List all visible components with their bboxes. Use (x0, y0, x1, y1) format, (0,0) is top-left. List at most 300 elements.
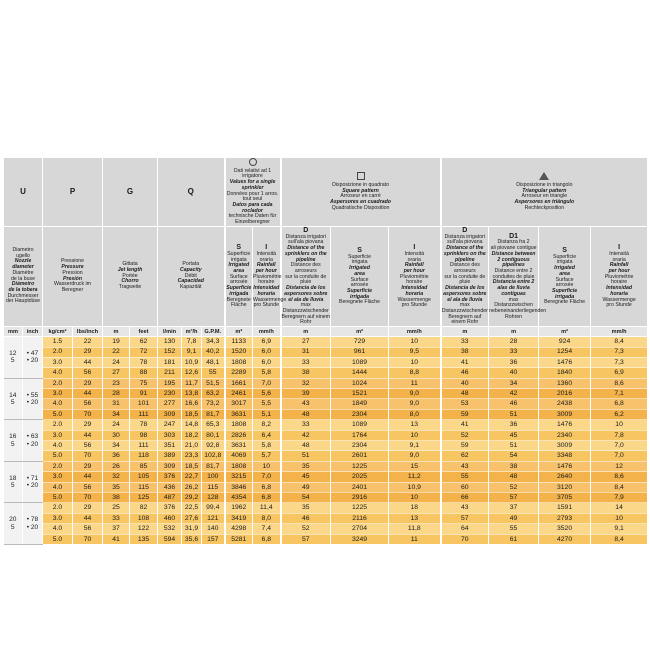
header-text-line: Irrigated (554, 265, 575, 272)
header-text-line: Jet length (117, 266, 143, 273)
table-row (4, 399, 648, 409)
data-cell: 44 (73, 430, 103, 440)
data-cell: 29 (73, 378, 103, 388)
header-text-line: Distance between (491, 250, 536, 257)
data-cell: 64 (441, 524, 489, 534)
data-cell: 7,8 (591, 430, 648, 440)
data-cell: 1849 (331, 399, 389, 409)
data-cell: 70 (73, 409, 103, 419)
data-cell: 6,9 (253, 337, 281, 347)
data-cell: 82 (130, 503, 158, 513)
header-text-line: Diámetro (11, 281, 35, 288)
header-text-line: Irrigated (228, 262, 250, 269)
data-cell: 3631 (225, 441, 253, 451)
header-text-line: Beregnern auf einem Rohr (448, 313, 482, 326)
data-cell: 30 (103, 430, 130, 440)
data-cell: 3.0 (43, 389, 73, 399)
data-cell: 2793 (539, 513, 591, 523)
data-cell: 1254 (539, 347, 591, 357)
header-text-line: arrosée (350, 282, 369, 289)
data-cell: 48 (281, 441, 331, 451)
data-cell: 6,8 (253, 482, 281, 492)
header-text-line: Aspersores en cuadrado (330, 199, 391, 206)
header-text-line: Datos para cada roclador (232, 202, 273, 214)
header-text-line: Dati relativi ad 1 irrigatore (233, 167, 272, 180)
table-row (4, 503, 648, 513)
data-cell: 140 (202, 524, 225, 534)
header-text-line: Superficie (346, 287, 373, 294)
data-cell: 1089 (331, 420, 389, 430)
header-text-line: Pression (62, 269, 83, 276)
data-cell: 51 (489, 441, 539, 451)
data-cell: 18,2 (182, 430, 202, 440)
data-cell: 230 (158, 389, 182, 399)
data-cell: 9,0 (389, 389, 441, 399)
header-text-line: Distancia de los (286, 285, 326, 292)
data-cell: 13,8 (182, 389, 202, 399)
capacity-header (158, 226, 225, 326)
col-nozzle-letter: U (4, 158, 43, 227)
triangle-distance-header: D Distanza irrigatori sull'ala piovana Distance of the sprinklers on the pipeline Distance des arroseurs sur la conduite de pluie Distancia de los aspersores sobre el ala de lluvia max Distanzzwischender Beregnern auf einem Rohr (441, 226, 488, 326)
data-cell: 88 (130, 368, 158, 378)
data-cell: 28 (103, 389, 130, 399)
data-cell: 4270 (539, 534, 591, 544)
unit-cell: G.P.M. (202, 327, 225, 337)
data-cell: 121 (202, 513, 225, 523)
data-cell: 48 (489, 472, 539, 482)
data-cell: 2640 (539, 472, 591, 482)
header-text-line: el ala de lluvia (288, 296, 324, 303)
header-text-line: Wassermenge (253, 296, 287, 303)
data-cell: 247 (158, 420, 182, 430)
data-cell: 3.0 (43, 430, 73, 440)
header-text-line: Intensidad (401, 285, 428, 292)
data-cell: 3846 (225, 482, 253, 492)
header-text-line: Gittata (122, 261, 138, 268)
data-cell: 81,7 (202, 409, 225, 419)
nozzle-mm-cell: 18 5 (4, 461, 23, 503)
data-cell: 277 (158, 399, 182, 409)
header-text-line: Beregner (61, 286, 84, 293)
header-text-line: irrigata (351, 259, 368, 266)
unit-cell: mm/h (591, 327, 648, 337)
table-row (4, 534, 648, 544)
data-cell: 70 (73, 534, 103, 544)
unit-cell: mm (4, 327, 23, 337)
header-text-line: horaire (406, 279, 423, 286)
data-cell: 60 (441, 482, 489, 492)
data-cell: 24 (103, 357, 130, 367)
unit-cell: l/min (158, 327, 182, 337)
header-text-line: horaire (258, 279, 275, 286)
circle-icon (249, 158, 257, 166)
data-cell: 23,3 (182, 451, 202, 461)
header-text-line: Surface (350, 276, 369, 283)
data-cell: 43 (441, 503, 489, 513)
header-text-line: Intensità (256, 250, 277, 257)
data-cell: 34,3 (202, 337, 225, 347)
header-text-line: Durchmesser (7, 292, 39, 299)
square-area-header: S Superficie irrigata Irrigated area Surface arrosée Superficie irrigada Beregnete Fläche (331, 226, 389, 326)
data-cell: 56 (73, 399, 103, 409)
unit-cell: m (103, 327, 130, 337)
data-cell: 7,0 (253, 378, 281, 388)
data-cell: 6,9 (591, 368, 648, 378)
table-row (4, 420, 648, 430)
data-cell: 52 (441, 430, 489, 440)
data-cell: 309 (158, 461, 182, 471)
header-text-line: alas de lluvia (497, 285, 530, 292)
data-cell: 2.0 (43, 503, 73, 513)
header-text-line: Wasserdruck im (54, 281, 91, 288)
data-cell: 14,8 (182, 420, 202, 430)
data-cell: 59 (441, 441, 489, 451)
data-cell: 8,4 (591, 337, 648, 347)
header-text-line: nebeneinanderliegenden Rohren (489, 307, 547, 320)
data-cell: 2.0 (43, 420, 73, 430)
unit-cell: inch (23, 327, 43, 337)
data-cell: 25 (103, 503, 130, 513)
data-cell: 40 (441, 378, 489, 388)
data-cell: 29 (73, 503, 103, 513)
header-text-line: sur la conduite de pluie (444, 273, 486, 286)
header-text-line: Distance of the (446, 245, 484, 252)
square-rainfall-header: I Intensità oraria Rainfall per hour Pluviométrie horaire Intensidad horaria Wassermenge pro Stunde (389, 226, 441, 326)
data-cell: 44 (73, 357, 103, 367)
data-cell: 10 (389, 430, 441, 440)
data-cell: 924 (539, 337, 591, 347)
data-cell: 6,4 (253, 430, 281, 440)
data-cell: 70 (73, 451, 103, 461)
data-cell: 8,0 (389, 409, 441, 419)
data-cell: 44 (73, 513, 103, 523)
data-cell: 11,8 (389, 524, 441, 534)
single-area-header: S Superficie irrigata Irrigated area Surface arrosée Superficie irrigada Beregnete Fläche (225, 226, 253, 326)
triangle-pattern-header (441, 158, 648, 227)
header-text-line: Distanza fra 2 (497, 239, 530, 246)
header-text-line: Distanza irrigatori (285, 233, 326, 240)
data-cell: 41 (103, 534, 130, 544)
unit-cell: m (441, 327, 489, 337)
data-cell: 42 (281, 430, 331, 440)
data-cell: 3705 (539, 492, 591, 502)
data-cell: 45 (489, 430, 539, 440)
data-cell: 3120 (539, 482, 591, 492)
header-text-line: pro Stunde (253, 302, 279, 309)
data-cell: 1521 (331, 389, 389, 399)
data-cell: 5.0 (43, 492, 73, 502)
triangle-area-header: S Superficie irrigata Irrigated area Surface arrosée Superficie irrigada Beregnete Fläche (539, 226, 591, 326)
data-cell: 31 (103, 399, 130, 409)
header-text-line: sull'ala piovana (288, 239, 324, 246)
triangle-pipeline-distance-header: D1 Distanza fra 2 ali piovane contigue Distance between 2 contiguous pipelines Distance entre 2 conduites de pluie Distancia entre 2 alas de lluvia contiguas max Distanzzwischen nebeneinanderliegenden Rohren (489, 226, 539, 326)
data-cell: 2304 (331, 409, 389, 419)
data-cell: 1.5 (43, 337, 73, 347)
data-cell: 100 (202, 472, 225, 482)
data-cell: 7,3 (591, 347, 648, 357)
data-cell: 5,5 (253, 399, 281, 409)
header-text-line: Chorro (121, 278, 139, 285)
data-cell: 10 (389, 492, 441, 502)
data-cell: 57 (281, 534, 331, 544)
header-text-line: Capacidad (177, 278, 204, 285)
table-row (4, 513, 648, 523)
data-cell: 36 (103, 451, 130, 461)
data-cell: 35 (103, 482, 130, 492)
header-text-line: horaria (257, 290, 276, 297)
unit-cell: m² (225, 327, 253, 337)
data-cell: 48 (441, 389, 489, 399)
table-row (4, 482, 648, 492)
data-cell: 12,6 (182, 368, 202, 378)
data-cell: 80,1 (202, 430, 225, 440)
data-cell: 11,7 (182, 378, 202, 388)
data-cell: 10 (591, 420, 648, 430)
header-text-line: Pressione (60, 258, 85, 265)
data-cell: 8,6 (591, 378, 648, 388)
square-distance-header: D Distanza irrigatori sull'ala piovana Distance of the sprinklers on the pipeline Distance des arroseurs sur la conduite de pluie Distancia de los aspersores sobre el ala de lluvia max Distanzzwischender Beregnern auf einem Rohr (281, 226, 330, 326)
data-cell: 376 (158, 503, 182, 513)
header-text-line: Distance entre 2 (494, 267, 533, 274)
data-cell: 61 (489, 534, 539, 544)
header-text-line: Débit (184, 272, 197, 279)
data-cell: 29,2 (182, 492, 202, 502)
data-cell: 115 (130, 482, 158, 492)
data-cell: 2.0 (43, 347, 73, 357)
data-cell: 10 (591, 513, 648, 523)
data-cell: 36 (489, 357, 539, 367)
header-text-line: Superficie (227, 250, 251, 257)
data-cell: 195 (158, 378, 182, 388)
data-cell: 3419 (225, 513, 253, 523)
data-cell: 99,4 (202, 503, 225, 513)
header-text-line: el ala de lluvia (447, 296, 483, 303)
col-pressure-letter: P (43, 158, 103, 227)
header-text-line: Rainfall (609, 262, 629, 269)
unit-cell: feet (130, 327, 158, 337)
data-cell: 3.0 (43, 357, 73, 367)
header-text-line: Distance des arroseurs (290, 262, 321, 274)
data-cell: 10 (253, 461, 281, 471)
header-text-line: irrigata (556, 259, 573, 266)
data-cell: 78 (130, 357, 158, 367)
data-cell: 1225 (331, 503, 389, 513)
header-text-line: Arroseur en triangle (521, 193, 568, 200)
data-cell: 1444 (331, 368, 389, 378)
triangle-icon (539, 172, 549, 180)
header-text-line: 2 contiguous (497, 256, 530, 263)
data-cell: 2025 (331, 472, 389, 482)
unit-cell: m (281, 327, 331, 337)
header-text-line: Fläche (230, 302, 247, 309)
data-cell: 91 (130, 389, 158, 399)
data-cell: 62 (130, 337, 158, 347)
data-cell: 22 (73, 337, 103, 347)
header-text-line: Portée (122, 272, 138, 279)
data-cell: 7,1 (591, 389, 648, 399)
header-text-line: Irrigated (349, 265, 370, 272)
data-cell: 22 (103, 347, 130, 357)
data-cell: 55 (202, 368, 225, 378)
data-cell: 33 (103, 513, 130, 523)
data-cell: 5281 (225, 534, 253, 544)
data-cell: 34 (489, 378, 539, 388)
header-text-line: sur la conduite de pluie (285, 273, 327, 286)
header-text-line: horaire (611, 279, 628, 286)
data-cell: 11,2 (389, 472, 441, 482)
data-cell: 7,4 (253, 524, 281, 534)
data-cell: 594 (158, 534, 182, 544)
header-text-line: Distance des arroseurs (449, 262, 480, 274)
header-text-line: pipeline (295, 256, 316, 263)
data-cell: 78 (130, 420, 158, 430)
data-cell: 22,7 (182, 472, 202, 482)
data-cell: 12 (591, 461, 648, 471)
data-cell: 38 (103, 492, 130, 502)
header-text-line: Aspersores en triángulo (514, 199, 575, 206)
data-cell: 9,0 (389, 399, 441, 409)
header-text-line: sprinklers on the (284, 250, 327, 257)
single-sprinkler-header (225, 158, 281, 227)
data-cell: 1476 (539, 420, 591, 430)
header-text-line: Wassermenge (602, 296, 636, 303)
header-text-line: Diamètre (12, 269, 34, 276)
table-row (4, 451, 648, 461)
data-cell: 10 (389, 337, 441, 347)
data-cell: 48 (281, 409, 331, 419)
data-cell: 72 (130, 347, 158, 357)
header-text-line: pro Stunde (606, 302, 632, 309)
data-cell: 3215 (225, 472, 253, 482)
data-cell: 3631 (225, 409, 253, 419)
data-cell: 102,8 (202, 451, 225, 461)
header-text-line: Beregnete Fläche (544, 299, 586, 306)
data-cell: 43 (281, 399, 331, 409)
data-cell: 1360 (539, 378, 591, 388)
data-cell: 43 (441, 461, 489, 471)
data-cell: 2401 (331, 482, 389, 492)
data-cell: 7,8 (182, 337, 202, 347)
header-text-line: Rainfall (404, 262, 424, 269)
header-text-line: Surface (229, 273, 248, 280)
data-cell: 6,0 (253, 357, 281, 367)
data-cell: 31,9 (182, 524, 202, 534)
unit-cell: lbs/inch (73, 327, 103, 337)
data-cell: 130 (158, 337, 182, 347)
data-cell: 4.0 (43, 368, 73, 378)
header-text-line: Intensidad (253, 285, 280, 292)
data-cell: 26 (103, 461, 130, 471)
data-cell: 5,8 (253, 441, 281, 451)
data-cell: 29 (73, 420, 103, 430)
data-cell: 51,5 (202, 378, 225, 388)
data-cell: 108 (130, 513, 158, 523)
header-text-line: Disposizione in quadrato (332, 182, 389, 189)
data-cell: 33 (281, 357, 331, 367)
data-cell: 6,0 (253, 347, 281, 357)
nozzle-mm-cell: 12 5 (4, 337, 23, 379)
data-cell: 1476 (539, 461, 591, 471)
header-text-line: oraria (612, 256, 626, 263)
data-cell: 29 (73, 347, 103, 357)
data-cell: 49 (281, 482, 331, 492)
data-cell: 32 (103, 472, 130, 482)
pressure-header (43, 226, 103, 326)
header-text-line: Presión (62, 275, 83, 282)
header-text-line: Superficie (226, 285, 252, 292)
data-cell: 19 (103, 337, 130, 347)
header-text-line: technische Daten für (228, 213, 277, 220)
data-cell: 51 (489, 409, 539, 419)
data-cell: 38 (281, 368, 331, 378)
data-cell: 487 (158, 492, 182, 502)
data-cell: 1764 (331, 430, 389, 440)
header-text-line: aspersores sobre (443, 290, 487, 297)
nozzle-diameter-header (4, 226, 43, 326)
header-text-line: conduites de pluie (492, 273, 535, 280)
data-cell: 98 (130, 430, 158, 440)
nozzle-mm-cell: 20 5 (4, 503, 23, 545)
data-cell: 2.0 (43, 461, 73, 471)
data-cell: 7,0 (591, 441, 648, 451)
data-cell: 3520 (539, 524, 591, 534)
nozzle-inch-cell: • 71 • 20 (23, 461, 43, 503)
data-cell: 8,4 (591, 534, 648, 544)
table-row (4, 441, 648, 451)
data-cell: 41 (441, 420, 489, 430)
header-text-line: ali piovane contigue (490, 245, 537, 252)
data-cell: 3249 (331, 534, 389, 544)
data-cell: 27 (281, 337, 331, 347)
header-text-line: der Hauptdüse (5, 298, 41, 305)
data-cell: 92,8 (202, 441, 225, 451)
header-text-line: Distancia de los (445, 285, 485, 292)
header-text-line: Tragweite (118, 284, 142, 291)
table-row (4, 461, 648, 471)
data-cell: 10,9 (389, 482, 441, 492)
data-cell: 48,1 (202, 357, 225, 367)
data-cell: 46 (441, 368, 489, 378)
triangle-rainfall-header: I Intensità oraria Rainfall per hour Pluviométrie horaire Intensidad horaria Wassermenge pro Stunde (591, 226, 648, 326)
data-cell: 1520 (225, 347, 253, 357)
data-cell: 13 (389, 420, 441, 430)
data-cell: 436 (158, 482, 182, 492)
table-row (4, 472, 648, 482)
data-cell: 2116 (331, 513, 389, 523)
table-row (4, 337, 648, 347)
data-cell: 5,6 (253, 389, 281, 399)
data-cell: 532 (158, 524, 182, 534)
table-row (4, 492, 648, 502)
unit-cell: m (489, 327, 539, 337)
data-cell: 105 (130, 472, 158, 482)
data-cell: 18,5 (182, 409, 202, 419)
data-cell: 111 (130, 441, 158, 451)
header-text-line: area (233, 267, 245, 274)
data-cell: 45 (281, 472, 331, 482)
data-cell: 8,0 (253, 513, 281, 523)
data-cell: 28 (489, 337, 539, 347)
data-cell: 303 (158, 430, 182, 440)
data-cell: 81,7 (202, 461, 225, 471)
table-row (4, 357, 648, 367)
header-text-line: de la tobera (8, 286, 38, 293)
data-cell: 73,2 (202, 399, 225, 409)
data-cell: 85 (130, 461, 158, 471)
table-row (4, 378, 648, 388)
data-cell: 54 (281, 492, 331, 502)
data-cell: 6,8 (591, 399, 648, 409)
